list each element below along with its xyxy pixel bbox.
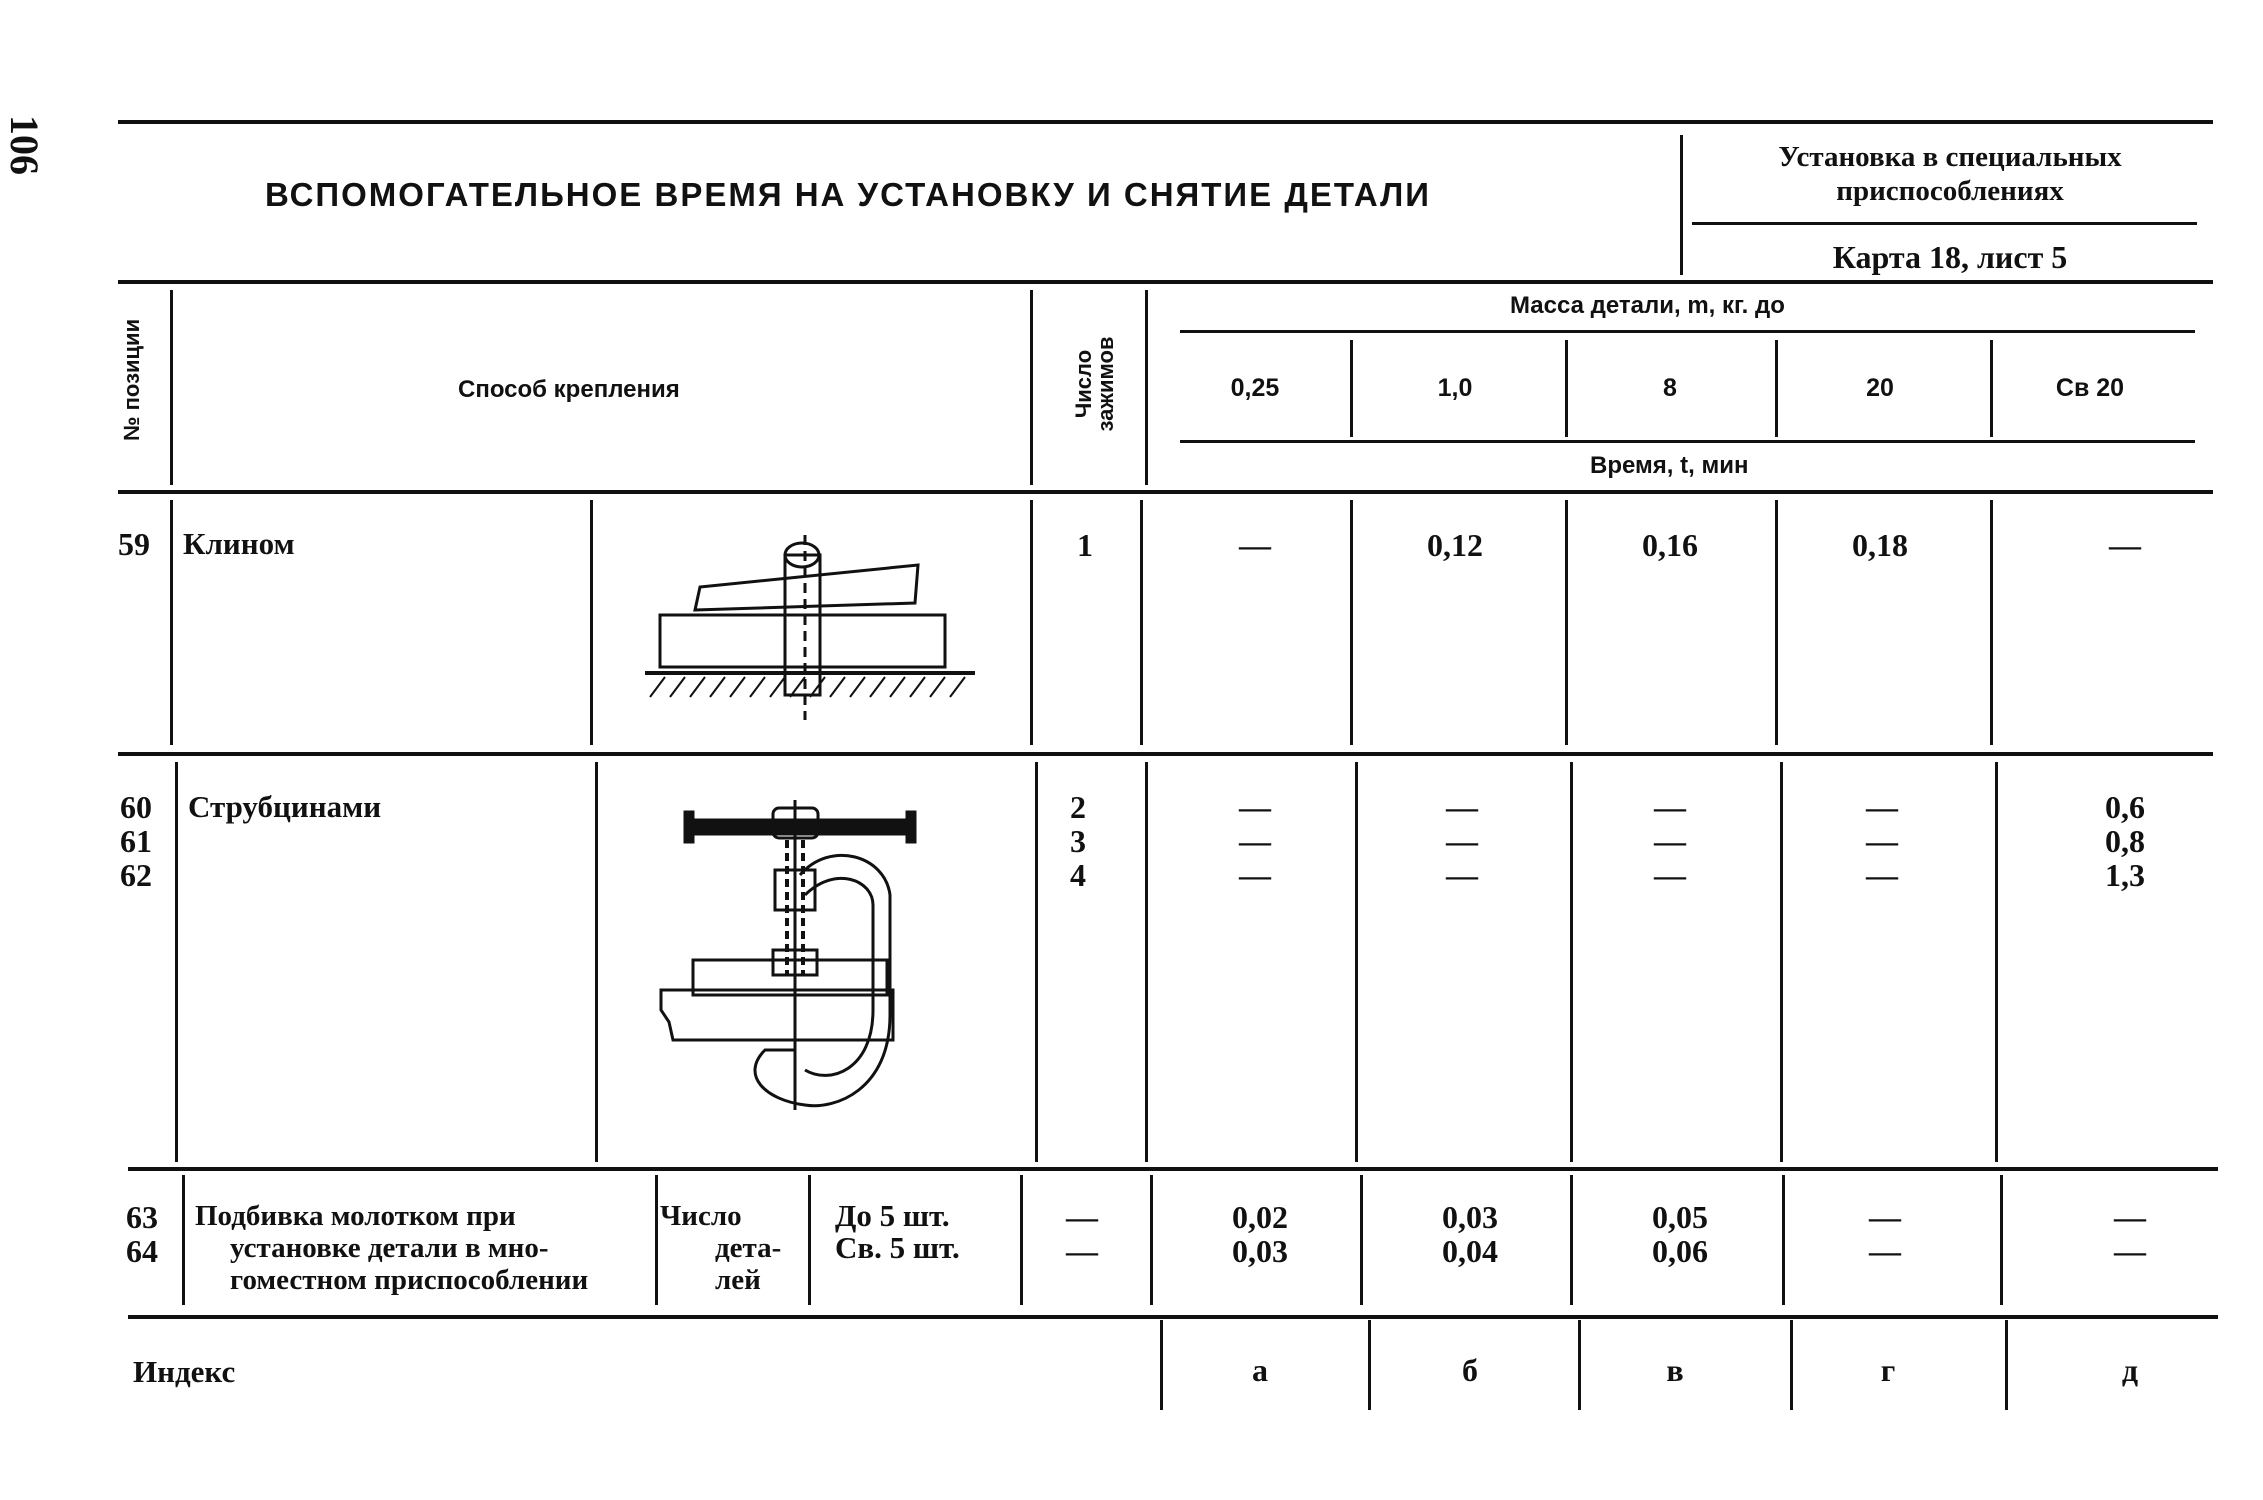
- position-59: 59: [118, 526, 150, 562]
- val-62-c: —: [1654, 857, 1686, 893]
- top-rule: [118, 120, 2213, 124]
- vals-63-64-c: [1630, 1200, 1730, 1268]
- wedge-clamp-sketch: [630, 515, 990, 725]
- val-59-a: —: [1239, 527, 1271, 563]
- count-label-line3: лей: [715, 1264, 761, 1296]
- index-c: в: [1666, 1352, 1684, 1388]
- index-vline: [1368, 1320, 1371, 1410]
- method-header: Способ крепления: [458, 376, 680, 403]
- row-vline: [808, 1175, 811, 1305]
- vals-63-64-e: [2100, 1200, 2160, 1268]
- index-e: д: [2121, 1352, 2139, 1388]
- val-63-c: 0,05: [1652, 1199, 1708, 1235]
- vals-60-62-e: [2090, 790, 2160, 892]
- condition-63: До 5 шт.: [835, 1198, 950, 1233]
- header-vline: [1030, 290, 1033, 485]
- val-60-b: —: [1446, 789, 1478, 825]
- clamps-59: 1: [1077, 527, 1093, 563]
- index-vline: [2005, 1320, 2008, 1410]
- method-wedge: Клином: [183, 526, 295, 561]
- method-hammer-line1: Подбивка молотком при: [195, 1200, 516, 1232]
- section-title-line1: Установка в специальных: [1778, 141, 2122, 173]
- row-vline: [1350, 500, 1353, 745]
- time-rule: [1180, 440, 2195, 443]
- vals-63-64-d: [1855, 1200, 1915, 1268]
- c-clamp-sketch: [655, 800, 1015, 1130]
- position-no-header: № позиции: [119, 318, 144, 441]
- mass-vline: [1775, 340, 1778, 437]
- count-label-line2: дета-: [715, 1232, 782, 1264]
- table-bottom-rule: [128, 1315, 2218, 1319]
- vals-60-62-a: [1225, 790, 1285, 892]
- clamps-63-64: [1052, 1200, 1112, 1268]
- vals-60-62-d: [1852, 790, 1912, 892]
- val-64-c: 0,06: [1652, 1233, 1708, 1269]
- header-bottom-rule: [118, 490, 2213, 494]
- row-vline: [182, 1175, 185, 1305]
- method-hammer: [195, 1200, 588, 1296]
- mass-col-a: 0,25: [1230, 374, 1280, 402]
- val-64-b: 0,04: [1442, 1233, 1498, 1269]
- header-vline: [170, 290, 173, 485]
- val-59-d: 0,18: [1852, 527, 1908, 563]
- method-hammer-line2: установке детали в мно-: [230, 1232, 549, 1264]
- positions-60-62: [120, 790, 152, 892]
- row-vline: [590, 500, 593, 745]
- val-63-b: 0,03: [1442, 1199, 1498, 1235]
- mass-vline: [1990, 340, 1993, 437]
- mass-rule: [1180, 330, 2195, 333]
- card-label: Карта 18, лист 5: [1832, 239, 2068, 275]
- page-number: 106: [2, 115, 47, 175]
- clamps-count-header-line2: зажимов: [1093, 336, 1118, 432]
- val-61-e: 0,8: [2105, 823, 2145, 859]
- clamps-63: —: [1066, 1199, 1098, 1235]
- vals-60-62-c: [1640, 790, 1700, 892]
- val-60-e: 0,6: [2105, 789, 2145, 825]
- row-vline: [1030, 500, 1033, 745]
- val-60-a: —: [1239, 789, 1271, 825]
- row-vline: [1570, 1175, 1573, 1305]
- val-60-c: —: [1654, 789, 1686, 825]
- clamps-64: —: [1066, 1233, 1098, 1269]
- row-rule: [118, 752, 2213, 756]
- count-label-line1: Число: [660, 1200, 742, 1232]
- val-61-a: —: [1239, 823, 1271, 859]
- row-rule: [128, 1167, 2218, 1171]
- position-61: 61: [120, 823, 152, 859]
- index-vline: [1790, 1320, 1793, 1410]
- index-vline: [1160, 1320, 1163, 1410]
- val-62-d: —: [1866, 857, 1898, 893]
- row-vline: [1145, 762, 1148, 1162]
- val-63-e: —: [2114, 1199, 2146, 1235]
- val-64-d: —: [1869, 1233, 1901, 1269]
- method-hammer-line3: гоместном приспособлении: [230, 1264, 589, 1296]
- section-title-line2: приспособлениях: [1836, 175, 2064, 207]
- val-61-b: —: [1446, 823, 1478, 859]
- val-64-a: 0,03: [1232, 1233, 1288, 1269]
- val-61-d: —: [1866, 823, 1898, 859]
- position-62: 62: [120, 857, 152, 893]
- row-vline: [1140, 500, 1143, 745]
- header-divider: [1680, 135, 1683, 275]
- val-59-e: —: [2109, 527, 2141, 563]
- table-top-rule: [118, 280, 2213, 284]
- row-vline: [1570, 762, 1573, 1162]
- clamps-count-header-line1: Число: [1071, 349, 1096, 419]
- row-vline: [1360, 1175, 1363, 1305]
- index-d: г: [1880, 1352, 1896, 1388]
- val-59-c: 0,16: [1642, 527, 1698, 563]
- val-61-c: —: [1654, 823, 1686, 859]
- index-b: б: [1462, 1352, 1478, 1388]
- page-title: ВСПОМОГАТЕЛЬНОЕ ВРЕМЯ НА УСТАНОВКУ И СНЯТИЕ ДЕТАЛИ: [265, 176, 1432, 213]
- vals-63-64-a: [1210, 1200, 1310, 1268]
- position-63: 63: [126, 1199, 158, 1235]
- condition-64: Св. 5 шт.: [835, 1230, 960, 1265]
- positions-63-64: [126, 1200, 158, 1268]
- mass-header: Масса детали, m, кг. до: [1510, 292, 1785, 319]
- position-64: 64: [126, 1233, 158, 1269]
- row-vline: [1355, 762, 1358, 1162]
- clamps-60-62: [1070, 790, 1086, 892]
- position-60: 60: [120, 789, 152, 825]
- val-59-b: 0,12: [1427, 527, 1483, 563]
- header-vline: [1145, 290, 1148, 485]
- time-header: Время, t, мин: [1590, 452, 1749, 479]
- mass-vline: [1350, 340, 1353, 437]
- val-63-d: —: [1869, 1199, 1901, 1235]
- row-vline: [1995, 762, 1998, 1162]
- vals-63-64-b: [1420, 1200, 1520, 1268]
- mass-col-c: 8: [1663, 374, 1677, 402]
- mass-col-e: Св 20: [2055, 374, 2125, 402]
- index-vline: [1578, 1320, 1581, 1410]
- vals-60-62-b: [1432, 790, 1492, 892]
- section-rule: [1692, 222, 2197, 225]
- row-vline: [1035, 762, 1038, 1162]
- method-c-clamp: Струбцинами: [188, 789, 382, 824]
- val-60-d: —: [1866, 789, 1898, 825]
- row-vline: [655, 1175, 658, 1305]
- clamps-62: 4: [1070, 857, 1086, 893]
- section-title: [1690, 140, 2210, 208]
- val-63-a: 0,02: [1232, 1199, 1288, 1235]
- conditions: [835, 1200, 960, 1264]
- row-vline: [170, 500, 173, 745]
- index-a: а: [1252, 1352, 1268, 1388]
- row-vline: [1020, 1175, 1023, 1305]
- count-label: [660, 1200, 781, 1296]
- row-vline: [1775, 500, 1778, 745]
- clamps-61: 3: [1070, 823, 1086, 859]
- val-62-a: —: [1239, 857, 1271, 893]
- val-64-e: —: [2114, 1233, 2146, 1269]
- val-62-b: —: [1446, 857, 1478, 893]
- row-vline: [2000, 1175, 2003, 1305]
- mass-col-b: 1,0: [1437, 374, 1473, 402]
- row-vline: [1782, 1175, 1785, 1305]
- clamps-count-header: [1073, 319, 1117, 449]
- clamps-60: 2: [1070, 789, 1086, 825]
- row-vline: [595, 762, 598, 1162]
- row-vline: [1150, 1175, 1153, 1305]
- row-vline: [175, 762, 178, 1162]
- val-62-e: 1,3: [2105, 857, 2145, 893]
- row-vline: [1990, 500, 1993, 745]
- mass-vline: [1565, 340, 1568, 437]
- mass-col-d: 20: [1866, 374, 1894, 402]
- index-label: Индекс: [133, 1354, 236, 1389]
- row-vline: [1565, 500, 1568, 745]
- row-vline: [1780, 762, 1783, 1162]
